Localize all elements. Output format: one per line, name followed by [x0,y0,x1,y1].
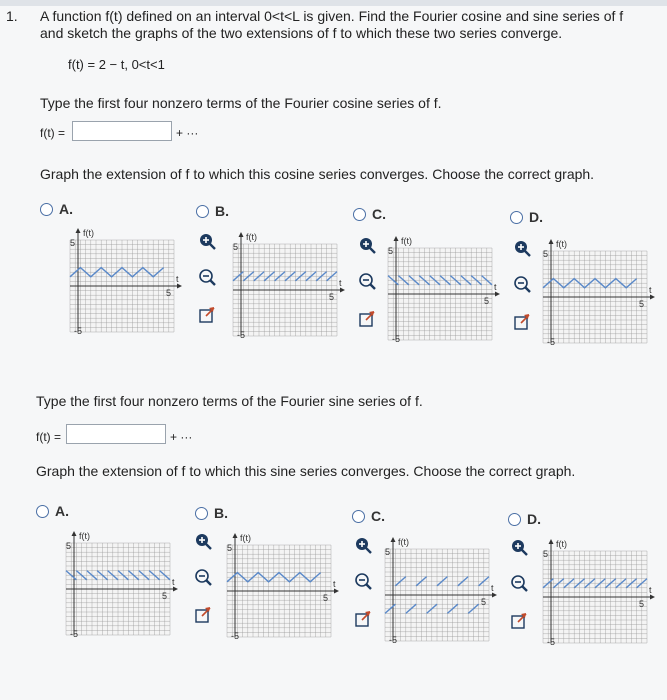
zoom-out-handle [525,287,530,292]
zoom-in-handle [366,548,371,553]
tick-label-top: 5 [66,541,72,551]
y-axis-label: f(t) [246,232,257,242]
cosine-answer-input[interactable] [72,121,172,141]
tick-label-top: 5 [233,242,239,252]
tick-label-bottom: -5 [547,637,556,647]
tick-label-top: 5 [543,549,549,559]
cosine-option-a[interactable] [40,201,73,217]
sine-graph-c [377,535,497,650]
tick-label-bottom: -5 [70,629,79,639]
x-axis-arrow [495,292,500,297]
t-axis-label: t [172,577,175,587]
zoom-in-handle [370,248,375,253]
zoom-out-handle [206,580,211,585]
cosine-option-d[interactable] [510,209,543,225]
cosine-graph-prompt: Graph the extension of f to which this cosine series converges. Choose the correct graph. [40,166,595,182]
zoom-in-handle [210,244,215,249]
y-axis-arrow [391,537,396,542]
tick-label-bottom: -5 [74,326,83,336]
tick-label-top: 5 [385,547,391,557]
tick-label-right: 5 [166,288,172,298]
option-label: C. [371,508,385,524]
tick-label-top: 5 [70,238,76,248]
y-axis-label: f(t) [79,531,90,541]
cosine-instruction: Type the first four nonzero terms of the Fourier cosine series of f. [40,95,442,111]
tick-label-right: 5 [481,597,487,607]
t-axis-label: t [333,579,336,589]
t-axis-label: t [491,583,494,593]
cosine-graph-b [225,230,345,345]
radio-button[interactable] [196,205,209,218]
option-label: B. [215,203,229,219]
option-label: D. [527,511,541,527]
radio-button[interactable] [352,510,365,523]
zoom-in-icon[interactable] [510,538,528,556]
top-strip [0,0,667,6]
zoom-in-handle [525,251,530,256]
zoom-in-handle [206,544,211,549]
zoom-out-handle [522,586,527,591]
sine-option-a[interactable] [36,503,69,519]
question-number: 1. [6,8,18,24]
x-axis-arrow [492,593,497,598]
zoom-out-icon[interactable] [513,275,531,293]
tick-label-right: 5 [639,599,645,609]
zoom-in-icon[interactable] [194,532,212,550]
t-axis-label: t [176,274,179,284]
x-axis-arrow [334,589,339,594]
y-axis-label: f(t) [240,533,251,543]
y-axis-arrow [549,539,554,544]
zoom-out-handle [370,284,375,289]
option-label: C. [372,206,386,222]
expand-icon[interactable] [198,306,216,324]
zoom-in-icon[interactable] [198,232,216,250]
t-axis-label: t [649,585,652,595]
zoom-out-icon[interactable] [510,574,528,592]
zoom-out-icon[interactable] [194,568,212,586]
sine-graph-b [219,531,339,646]
x-axis-arrow [340,288,345,293]
radio-button[interactable] [353,208,366,221]
cosine-graph-a [62,226,182,341]
cosine-option-c[interactable] [353,206,386,222]
y-axis-arrow [394,236,399,241]
y-axis-label: f(t) [83,228,94,238]
radio-button[interactable] [508,513,521,526]
radio-button[interactable] [36,505,49,518]
tick-label-right: 5 [162,591,168,601]
y-axis-label: f(t) [401,236,412,246]
radio-button[interactable] [40,203,53,216]
x-axis-arrow [650,295,655,300]
sine-answer-suffix: + ··· [170,430,193,444]
option-label: A. [59,201,73,217]
tick-label-bottom: -5 [392,334,401,344]
zoom-out-handle [366,584,371,589]
x-axis-arrow [650,595,655,600]
tick-label-top: 5 [543,249,549,259]
tick-label-top: 5 [227,543,233,553]
tick-label-right: 5 [484,296,490,306]
cosine-answer-suffix: + ··· [176,126,199,140]
sine-option-d[interactable] [508,511,541,527]
zoom-out-icon[interactable] [198,268,216,286]
cosine-answer-label: f(t) = [40,126,66,140]
expand-icon[interactable] [354,610,372,628]
expand-icon[interactable] [510,612,528,630]
expand-icon[interactable] [194,606,212,624]
tick-label-bottom: -5 [237,330,246,340]
t-axis-label: t [339,278,342,288]
t-axis-label: t [494,282,497,292]
zoom-out-icon[interactable] [358,272,376,290]
tick-label-right: 5 [639,299,645,309]
x-axis-arrow [173,587,178,592]
cosine-graph-c [380,234,500,349]
sine-option-b[interactable] [195,505,228,521]
question-prompt: A function f(t) defined on an interval 0<t<L is given. Find the Fourier cosine and sine series of f and sketch the graphs of the two extensions of f to which these two series converge. [40,8,624,41]
sine-graph-d [535,537,655,652]
sine-graph-prompt: Graph the extension of f to which this sine series converges. Choose the correct graph. [36,463,576,479]
tick-label-top: 5 [388,246,394,256]
zoom-in-icon[interactable] [513,239,531,257]
tick-label-right: 5 [323,593,329,603]
function-definition: f(t) = 2 − t, 0<t<1 [68,57,165,72]
sine-graph-a [58,529,178,644]
option-label: A. [55,503,69,519]
tick-label-bottom: -5 [231,631,240,641]
tick-label-bottom: -5 [389,635,398,645]
y-axis-arrow [72,531,77,536]
radio-button[interactable] [195,507,208,520]
sine-answer-label: f(t) = [36,430,62,444]
t-axis-label: t [649,285,652,295]
cosine-option-b[interactable] [196,203,229,219]
y-axis-label: f(t) [556,239,567,249]
expand-icon[interactable] [358,310,376,328]
option-label: D. [529,209,543,225]
y-axis-arrow [233,533,238,538]
zoom-in-icon[interactable] [358,236,376,254]
tick-label-right: 5 [329,292,335,302]
x-axis-arrow [177,284,182,289]
zoom-in-handle [522,550,527,555]
expand-icon[interactable] [513,313,531,331]
y-axis-arrow [549,239,554,244]
zoom-out-icon[interactable] [354,572,372,590]
y-axis-arrow [76,228,81,233]
zoom-out-handle [210,280,215,285]
sine-option-c[interactable] [352,508,385,524]
tick-label-bottom: -5 [547,337,556,347]
option-label: B. [214,505,228,521]
sine-answer-input[interactable] [66,424,166,444]
y-axis-label: f(t) [556,539,567,549]
cosine-graph-d [535,237,655,352]
radio-button[interactable] [510,211,523,224]
y-axis-arrow [239,232,244,237]
y-axis-label: f(t) [398,537,409,547]
zoom-in-icon[interactable] [354,536,372,554]
sine-instruction: Type the first four nonzero terms of the Fourier sine series of f. [36,393,423,409]
